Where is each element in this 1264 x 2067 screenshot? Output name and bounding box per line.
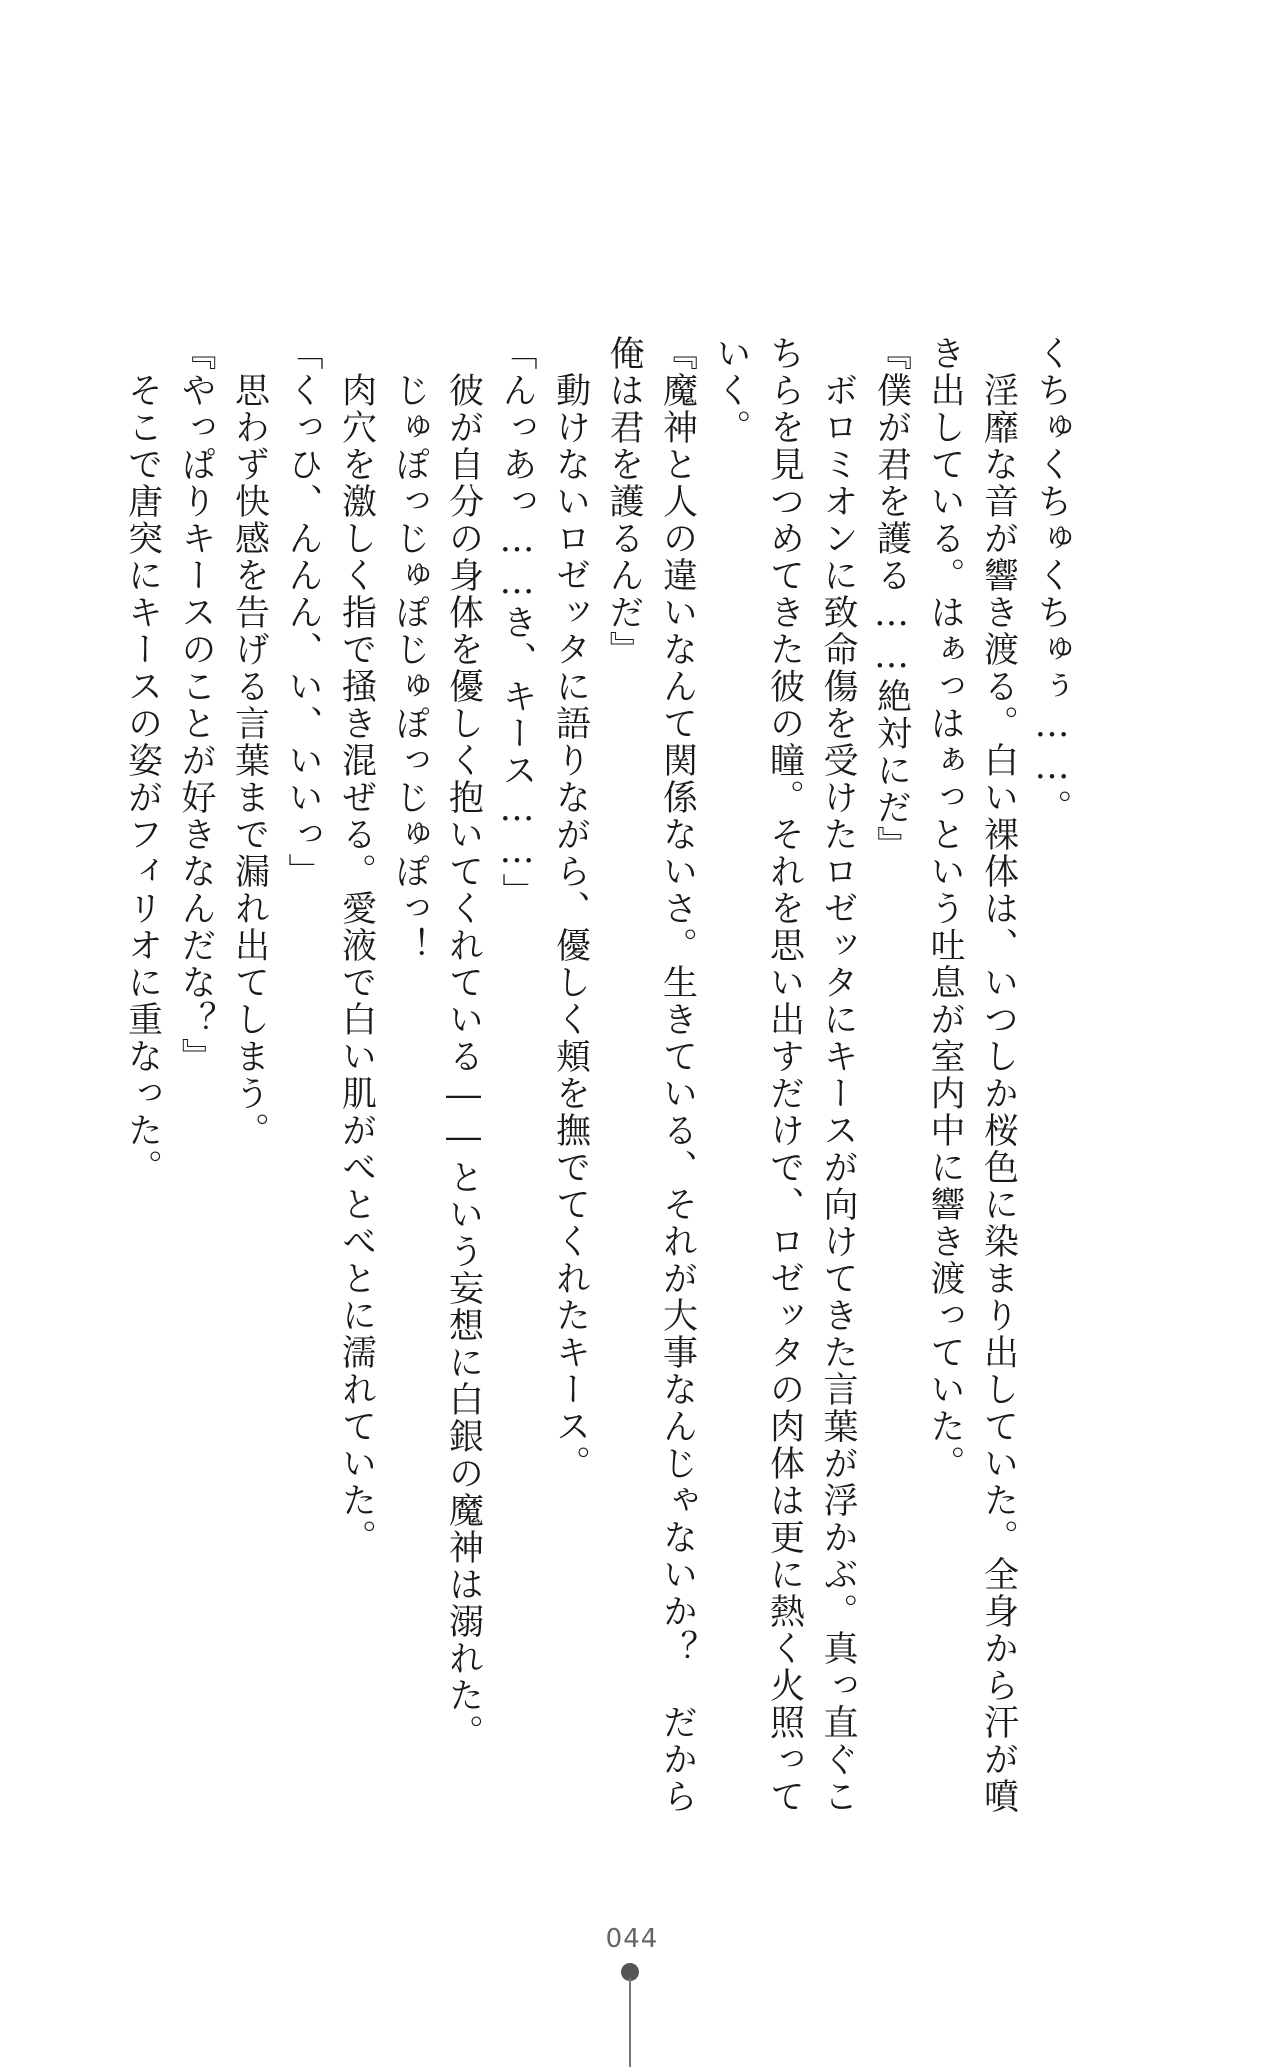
text-line: 動けないロゼッタに語りながら、優しく頬を撫でてくれたキース。 — [550, 335, 591, 1482]
text-line: ボロミオンに致命傷を受けたロゼッタにキースが向けてきた言葉が浮かぶ。真っ直ぐこ — [818, 335, 858, 1815]
text-line: いく。 — [711, 335, 751, 446]
text-line: 彼が自分の身体を優しく抱いてくれている――という妄想に白銀の魔神は溺れた。 — [443, 335, 484, 1751]
text-line: くちゅくちゅくちゅぅ……。 — [1032, 335, 1072, 826]
text-line: じゅぽっじゅぽじゅぽっじゅぽっ！ — [390, 335, 430, 964]
text-line: そこで唐突にキースの姿がフィリオに重なった。 — [122, 335, 163, 1186]
text-line: 思わず快感を告げる言葉まで漏れ出てしまう。 — [229, 335, 270, 1149]
text-line: 『やっぱりキースのことが好きなんだな？』 — [176, 335, 216, 1075]
page-number: 044 — [605, 1924, 659, 1954]
text-line: 『魔神と人の違いなんて関係ないさ。生きている、それが大事なんじゃないか？ だから — [657, 335, 698, 1815]
page-marker-line — [629, 1978, 631, 2067]
text-line: 肉穴を激しく指で掻き混ぜる。愛液で白い肌がべとべとに濡れていた。 — [336, 335, 377, 1556]
text-line: 淫靡な音が響き渡る。白い裸体は、いつしか桜色に染まり出していた。全身から汗が噴 — [978, 335, 1019, 1815]
text-line: 「くっひ、んんん、い、いいっ」 — [283, 335, 323, 890]
text-line: ちらを見つめてきた彼の瞳。それを思い出すだけで、ロゼッタの肉体は更に熱く火照って — [764, 335, 805, 1815]
text-line: 俺は君を護るんだ』 — [604, 335, 644, 668]
text-line: 『僕が君を護る……絶対にだ』 — [871, 335, 912, 863]
vertical-text-block — [115, 335, 1078, 1815]
text-line: 「んっあっ……き、キース……」 — [497, 335, 537, 910]
text-line: き出している。はぁっはぁっという吐息が室内中に響き渡っていた。 — [925, 335, 965, 1482]
